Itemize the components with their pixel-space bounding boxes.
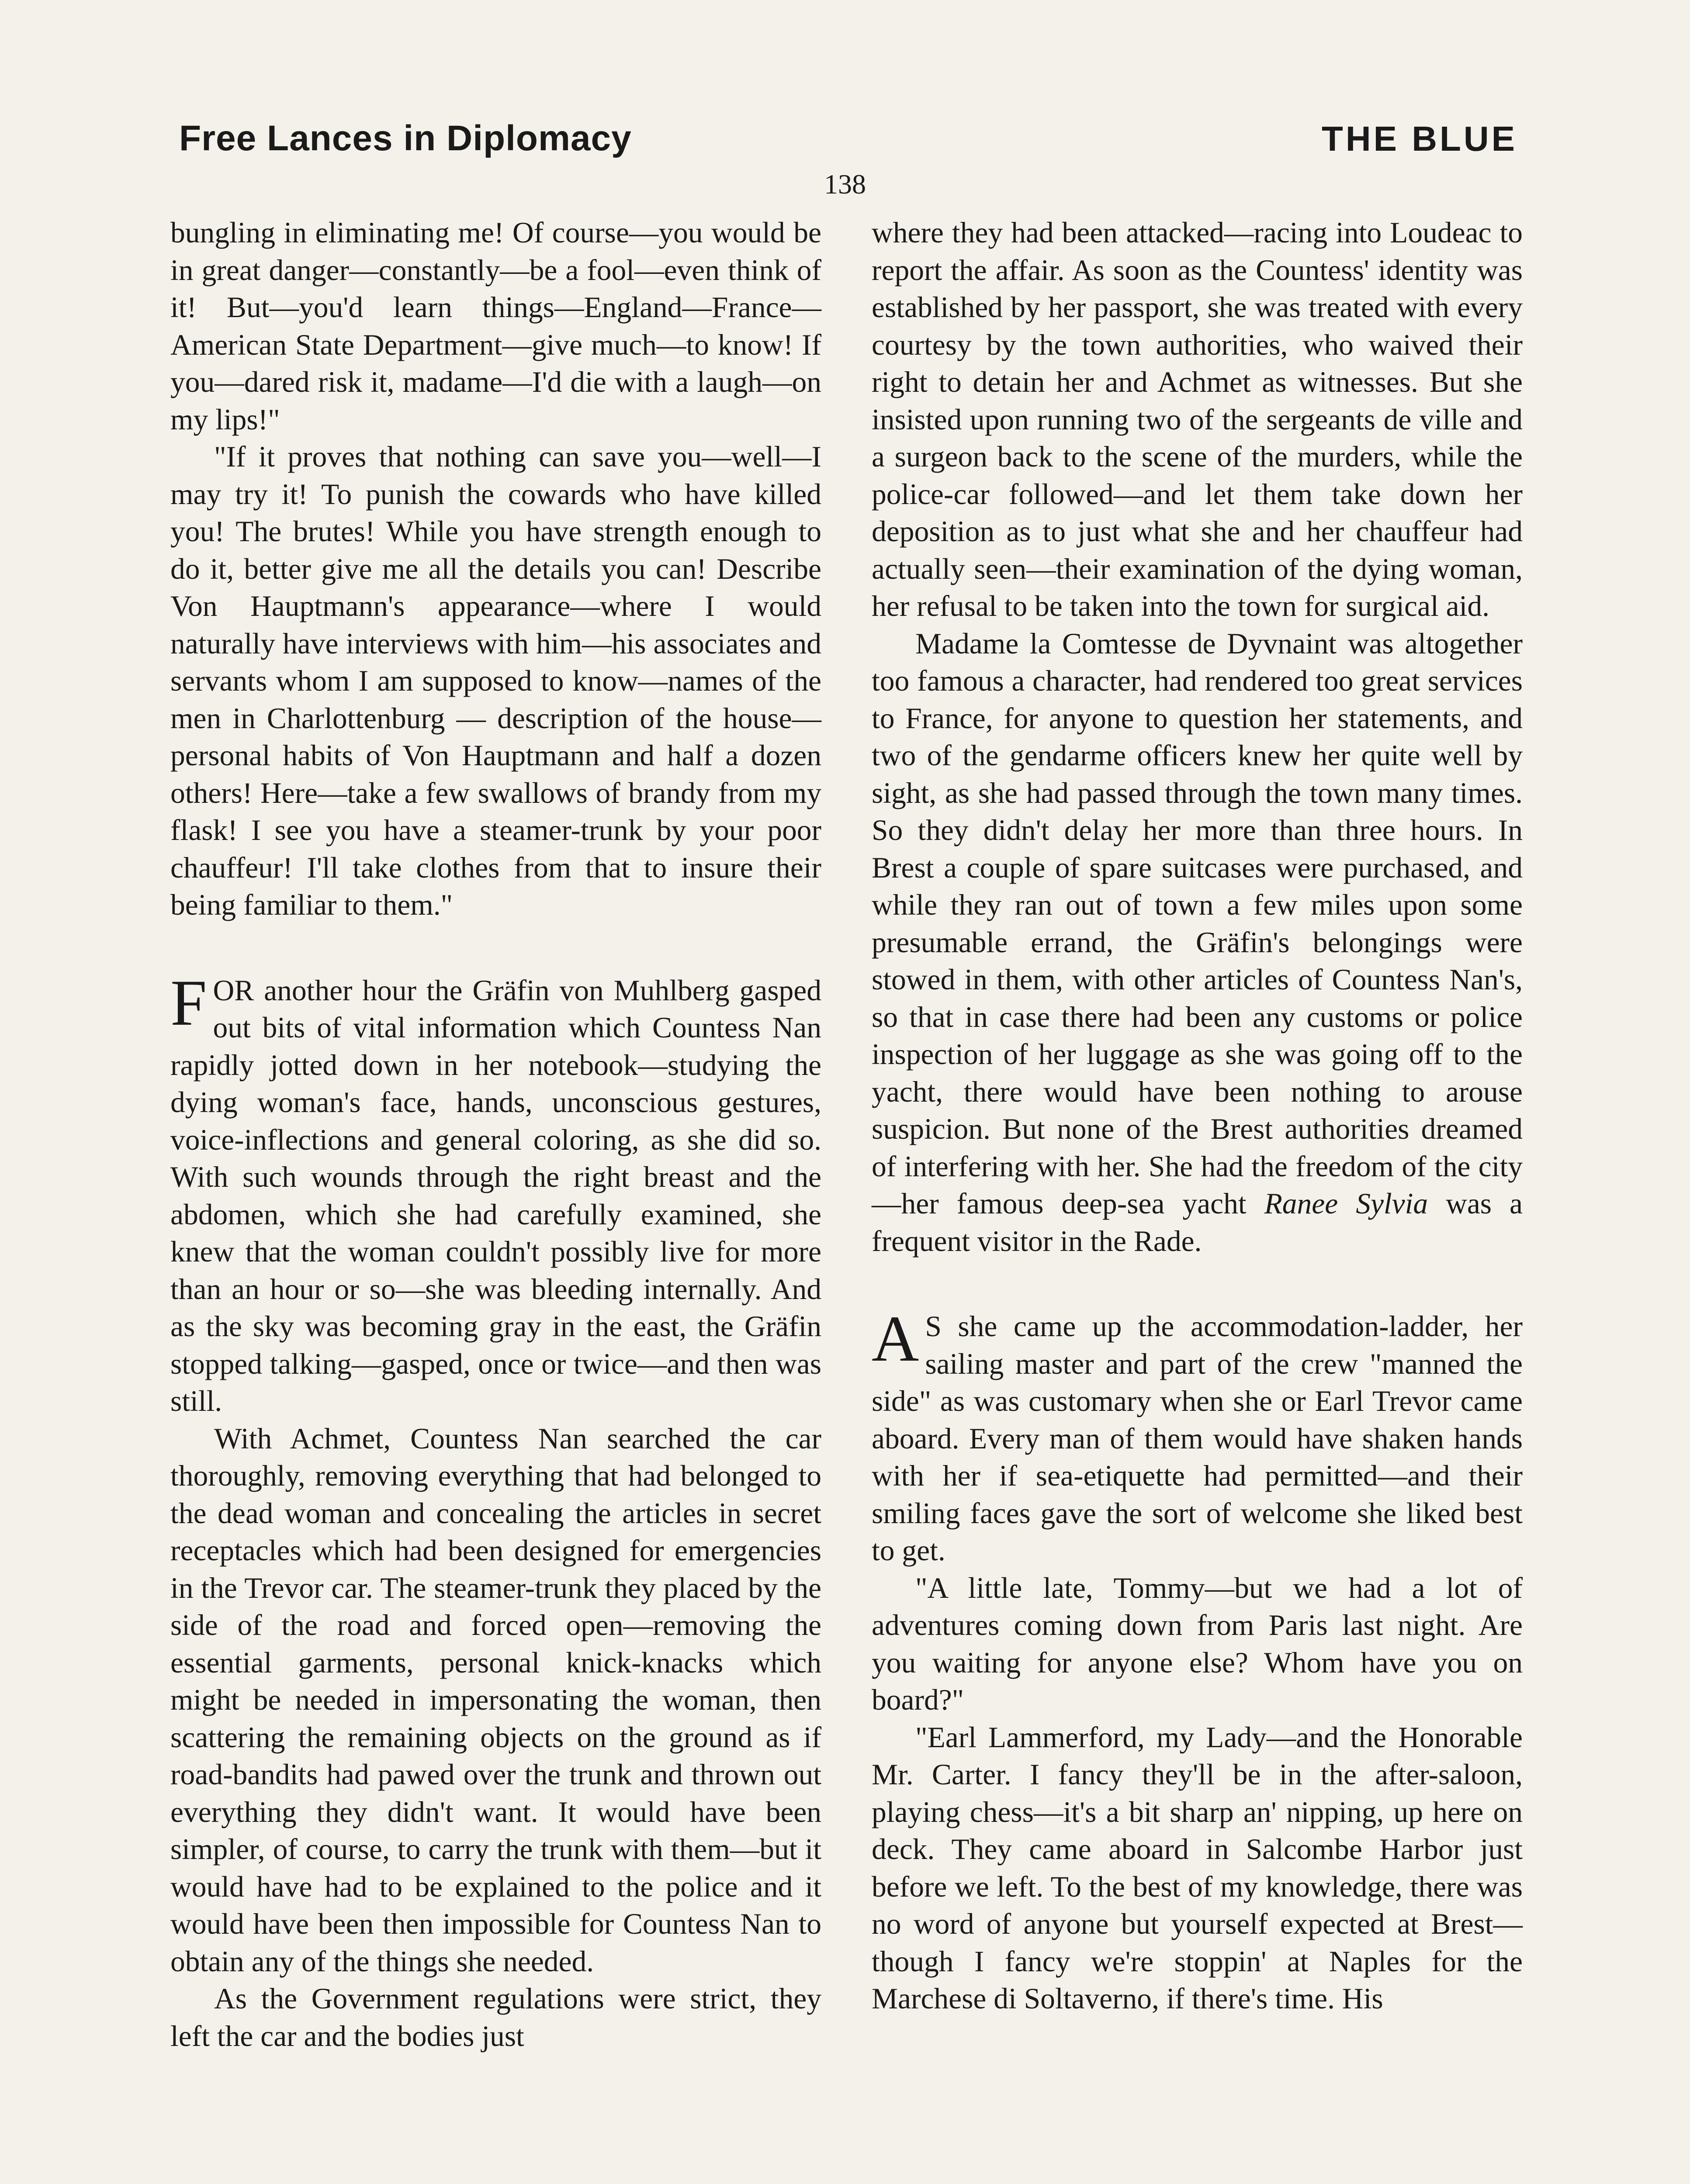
paragraph: As the Government regulations were strict, they left the car and the bodies just [170, 1982, 821, 2053]
yacht-name: Ranee Sylvia [1264, 1187, 1428, 1220]
paragraph-text-end: was a frequent visitor in the Rade. [872, 1187, 1523, 1258]
magazine-title: THE BLUE [1322, 119, 1517, 158]
paragraph: With Achmet, Countess Nan searched the car thoroughly, removing everything that had belonged to the dead woman and concealing the articles in secret receptacles which had been designed for emergencies in the Trevor car. The steamer-trunk they placed by the side of the road and forced open—removing the essential garments, personal knick-knacks which might be needed in impersonating the woman, then scattering the remaining objects on the ground as if road-bandits had pawed over the trunk and thrown out everything they didn't want. It would have been simpler, of course, to carry the trunk with them—but it would have had to be explained to the police and it would have been then impossible for Countess Nan to obtain any of the things she needed. [170, 1422, 821, 1978]
paragraph: bungling in eliminating me! Of course—you would be in great danger—constantly—be a fool—even think of it! But—you'd learn things—England—France—American State Department—give much—to know! If you—dared risk it, madame—I'd die with a laugh—on my lips!" [170, 216, 821, 436]
dropcap: F [170, 966, 207, 1039]
paragraph: "Earl Lammerford, my Lady—and the Honorable Mr. Carter. I fancy they'll be in the after-saloon, playing chess—it's a bit sharp an' nipping, up here on deck. They came aboard in Salcombe Harbor just before we left. To the best of my knowledge, there was no word of anyone but yourself expected at Brest—though I fancy we're stoppin' at Naples for the Marchese di Soltaverno, if there's time. His [872, 1721, 1523, 2015]
paragraph: "A little late, Tommy—but we had a lot of adventures coming down from Paris last night. Are you waiting for anyone else? Whom have you on board?" [872, 1571, 1523, 1716]
dropcap: A [872, 1303, 919, 1375]
story-title: Free Lances in Diplomacy [179, 118, 632, 158]
paragraph-text: Madame la Comtesse de Dyvnaint was altogether too famous a character, had rendered too great services to France, for anyone to question her statements, and two of the gendarme officers knew her quite well by sight, as she had passed through the town many times. So they didn't delay her more than three hours. In Brest a couple of spare suitcases were purchased, and while they ran out of town a few miles upon some presumable errand, the Gräfin's belongings were stowed in them, with other articles of Countess Nan's, so that in case there had been any customs or police inspection of her luggage as she was going off to the yacht, there would have been nothing to arouse suspicion. But none of the Brest authorities dreamed of interfering with her. She had the freedom of the city—her famous deep-sea yacht [872, 627, 1523, 1220]
paragraph: "If it proves that nothing can save you—well—I may try it! To punish the cowards who have killed you! The brutes! While you have strength enough to do it, better give me all the details you can! Describe Von Hauptmann's appearance—where I would naturally have interviews with him—his associates and servants whom I am supposed to know—names of the men in Charlottenburg — description of the house—personal habits of Von Hauptmann and half a dozen others! Here—take a few swallows of brandy from my flask! I see you have a steamer-trunk by your poor chauffeur! I'll take clothes from that to insure their being familiar to them." [170, 440, 821, 921]
left-column [170, 214, 821, 2184]
page-number: 138 [824, 169, 866, 200]
paragraph-text: OR another hour the Gräfin von Muhlberg gasped out bits of vital information which Countess Nan rapidly jotted down in her notebook—studying the dying woman's face, hands, unconscious gestures, voice-inflections and general coloring, as she did so. With such wounds through the right breast and the abdomen, which she had carefully examined, she knew that the woman couldn't possibly live for more than an hour or so—she was bleeding internally. And as the sky was becoming gray in the east, the Gräfin stopped talking—gasped, once or twice—and then was still. [170, 974, 821, 1417]
paragraph-with-dropcap [170, 966, 821, 1420]
paragraph [872, 625, 1523, 1260]
paragraph-text: S she came up the accommodation-ladder, her sailing master and part of the crew "manned the side" as was customary when she or Earl Trevor came aboard. Every man of them would have shaken hands with her if sea-etiquette had permitted—and their smiling faces gave the sort of welcome she liked best to get. [872, 1310, 1523, 1567]
right-column [872, 214, 1523, 2184]
paragraph: where they had been attacked—racing into Loudeac to report the affair. As soon as the Countess' identity was established by her passport, she was treated with every courtesy by the town authorities, who waived their right to detain her and Achmet as witnesses. But she insisted upon running two of the sergeants de ville and a surgeon back to the scene of the murders, while the police-car followed—and let them take down her deposition as to just what she and her chauffeur had actually seen—their examination of the dying woman, her refusal to be taken into the town for surgical aid. [872, 216, 1523, 622]
paragraph-with-dropcap [872, 1303, 1523, 1569]
